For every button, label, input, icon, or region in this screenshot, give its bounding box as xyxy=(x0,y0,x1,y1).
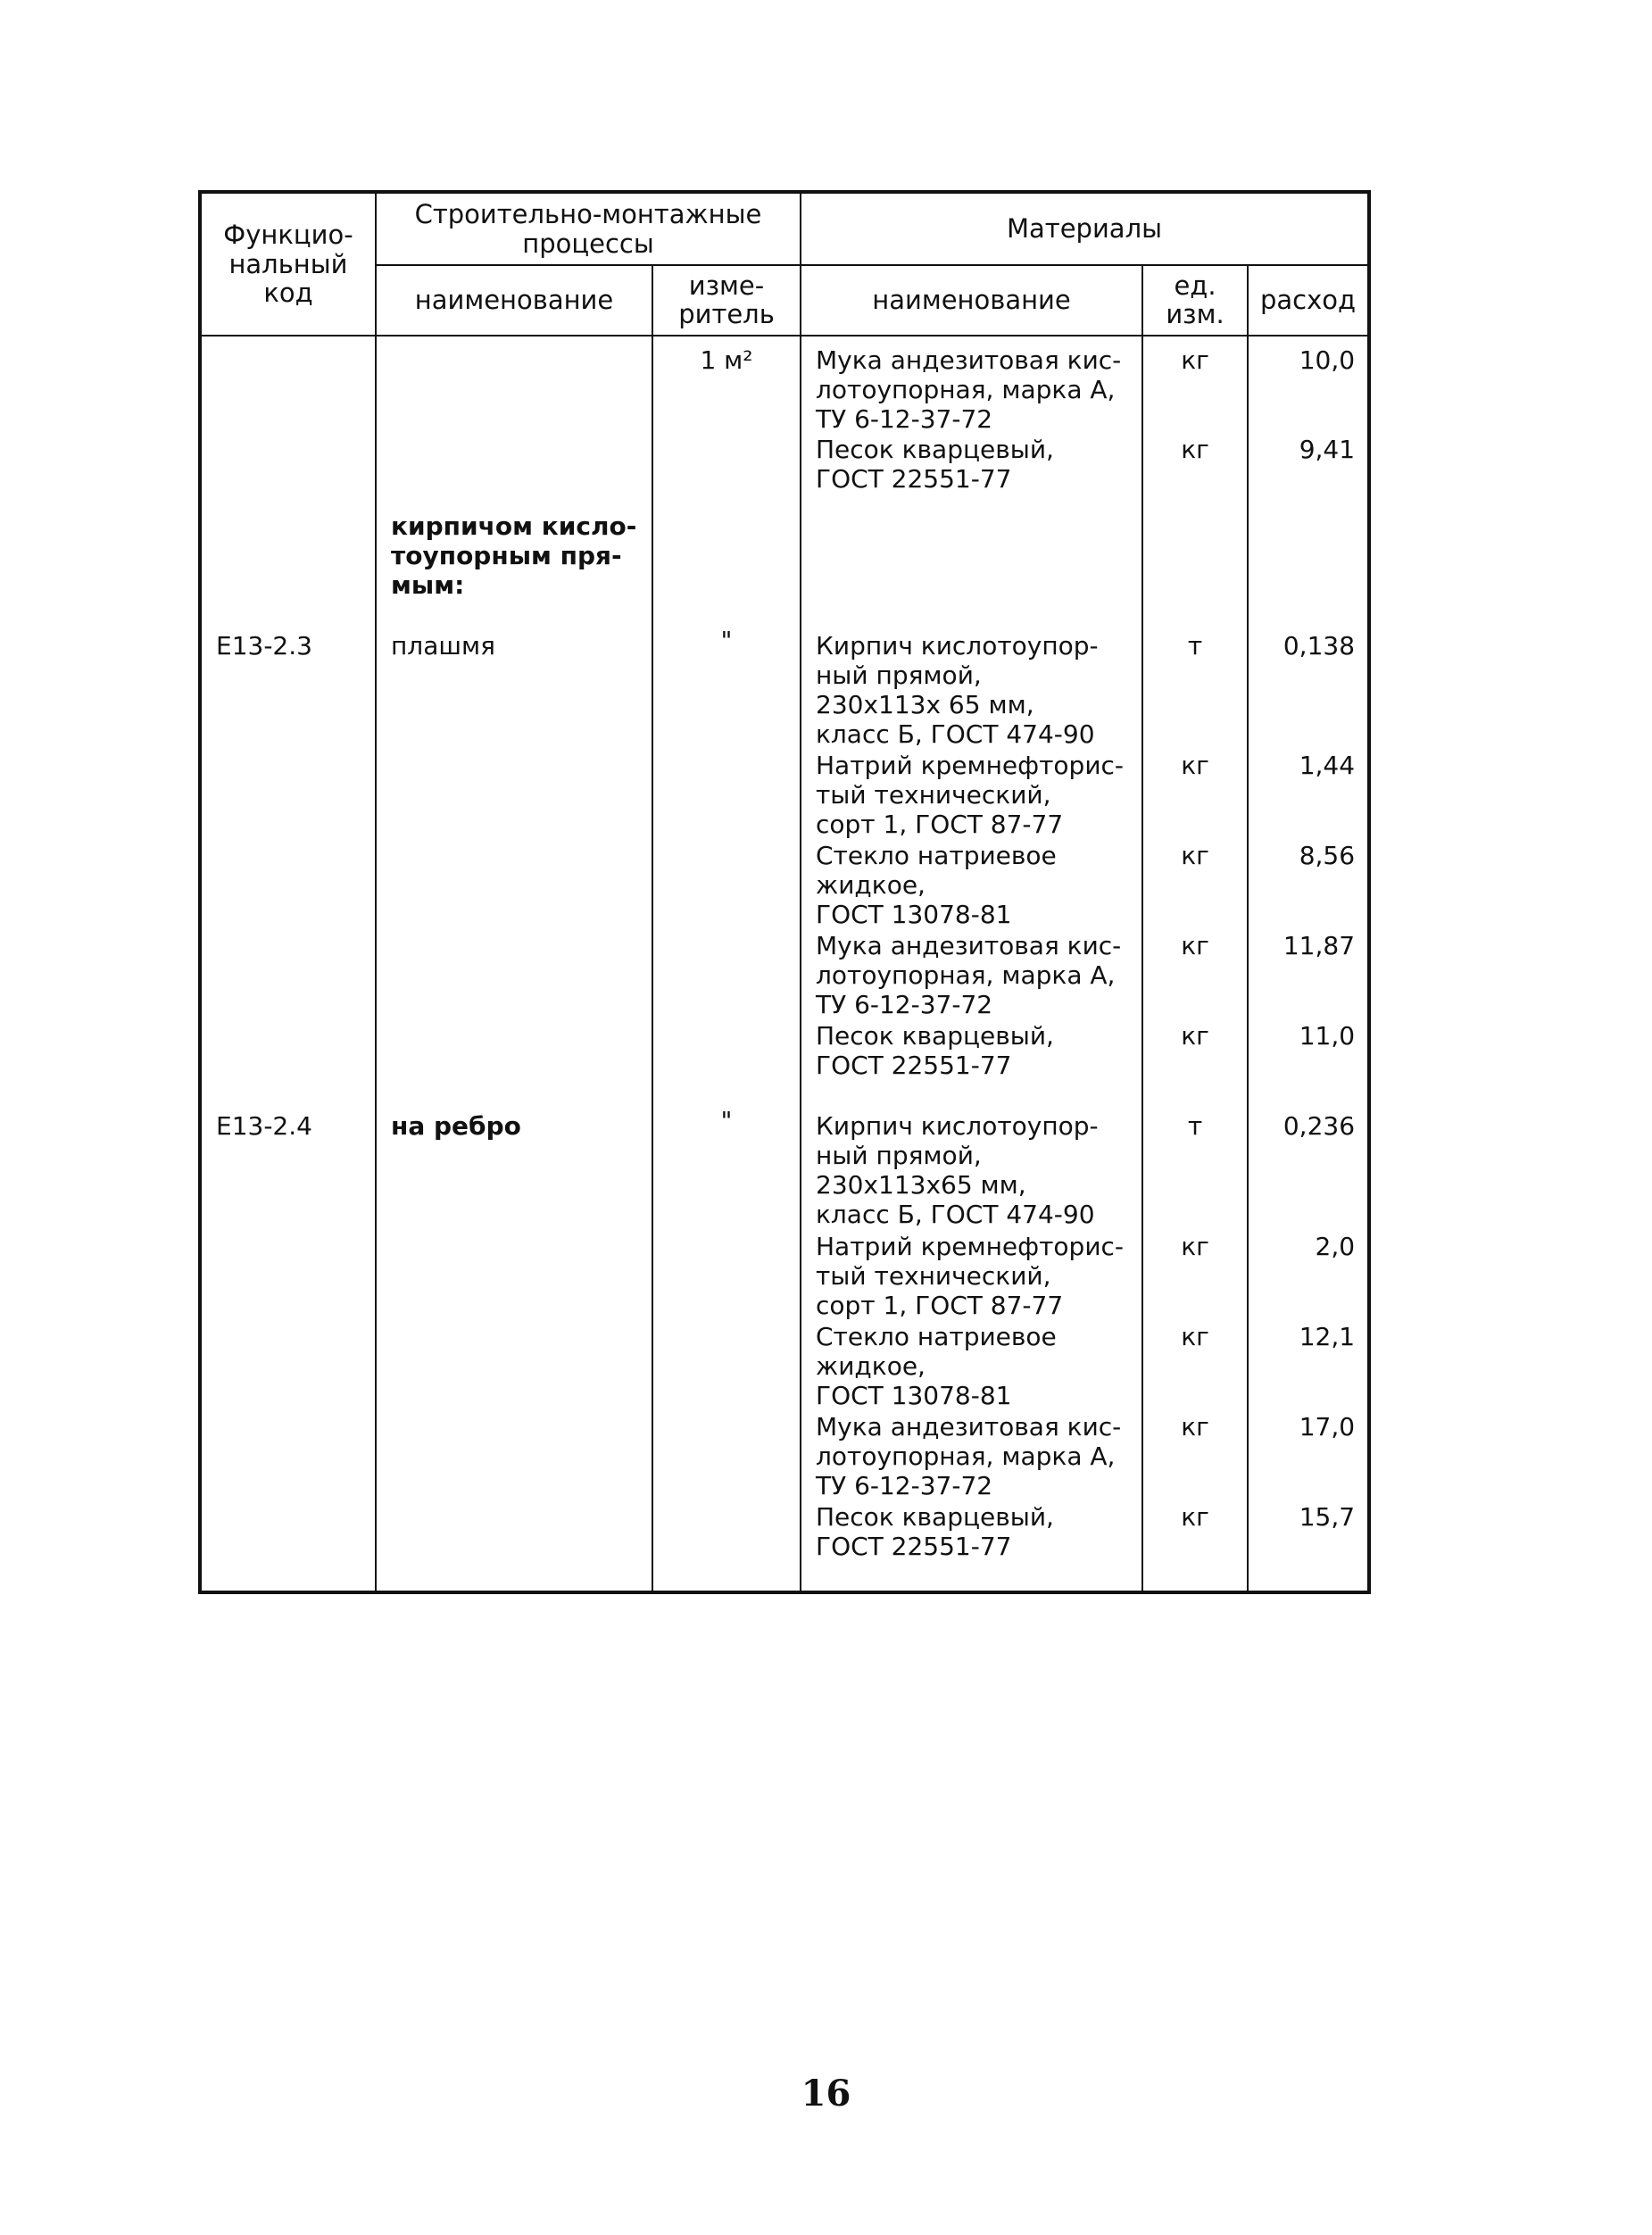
code-e13-2-4: Е13-2.4 xyxy=(216,1110,312,1141)
material-name: Песок кварцевый, ГОСТ 22551-77 xyxy=(816,1501,1054,1561)
material-rate: 0,138 xyxy=(1283,630,1356,661)
material-unit: кг xyxy=(1181,1020,1209,1051)
process-name-edge: на ребро xyxy=(391,1110,521,1141)
header-material-name: наименование xyxy=(801,265,1142,336)
material-name: Мука андезитовая кис- лотоупорная, марка А, ТУ 6-12-37-72 xyxy=(816,345,1122,434)
header-materials: Материалы xyxy=(801,192,1369,265)
material-name: Стекло натриевое жидкое, ГОСТ 13078-81 xyxy=(816,840,1057,929)
header-process-name: наименование xyxy=(376,265,652,336)
material-name: Мука андезитовая кис- лотоупорная, марка А, ТУ 6-12-37-72 xyxy=(816,930,1122,1019)
material-rate: 12,1 xyxy=(1299,1321,1356,1351)
material-name: Мука андезитовая кис- лотоупорная, марка А, ТУ 6-12-37-72 xyxy=(816,1411,1122,1500)
code-e13-2-3: Е13-2.3 xyxy=(216,630,312,661)
header-material-rate: расход xyxy=(1248,265,1369,336)
header-process-meter: изме- ритель xyxy=(652,265,801,336)
column-meters xyxy=(652,336,801,1592)
material-name: Песок кварцевый, ГОСТ 22551-77 xyxy=(816,434,1054,494)
column-process-names xyxy=(376,336,652,1592)
material-unit: кг xyxy=(1181,1231,1209,1261)
process-name-flat: плашмя xyxy=(391,630,495,661)
material-rate: 17,0 xyxy=(1299,1411,1356,1442)
material-rate: 10,0 xyxy=(1299,345,1356,375)
material-name: Натрий кремнефторис- тый технический, сорт 1, ГОСТ 87-77 xyxy=(816,1231,1125,1320)
column-codes xyxy=(200,336,376,1592)
materials-norms-table xyxy=(198,190,1371,1594)
material-rate: 11,0 xyxy=(1299,1020,1356,1051)
material-unit: т xyxy=(1187,630,1203,661)
process-subheading: кирпичом кисло- тоупорным пря- мым: xyxy=(391,511,637,600)
column-material-names xyxy=(801,336,1142,1592)
material-rate: 15,7 xyxy=(1299,1501,1356,1532)
material-unit: кг xyxy=(1181,345,1209,375)
meter-first: 1 м² xyxy=(700,345,753,375)
header-functional-code: Функцио- нальный код xyxy=(200,192,376,336)
material-unit: т xyxy=(1187,1110,1203,1141)
material-rate: 9,41 xyxy=(1299,434,1356,464)
material-unit: кг xyxy=(1181,1501,1209,1532)
header-processes: Строительно-монтажные процессы xyxy=(376,192,801,265)
material-name: Натрий кремнефторис- тый технический, сорт 1, ГОСТ 87-77 xyxy=(816,750,1125,839)
material-rate: 8,56 xyxy=(1299,840,1356,870)
material-name: Кирпич кислотоупор- ный прямой, 230х113х 65 мм, класс Б, ГОСТ 474-90 xyxy=(816,630,1099,749)
header-material-unit: ед. изм. xyxy=(1142,265,1248,336)
page-number: 16 xyxy=(801,2073,851,2115)
column-rates xyxy=(1248,336,1369,1592)
material-unit: кг xyxy=(1181,434,1209,464)
material-name: Кирпич кислотоупор- ный прямой, 230х113х65 мм, класс Б, ГОСТ 474-90 xyxy=(816,1110,1099,1229)
material-name: Стекло натриевое жидкое, ГОСТ 13078-81 xyxy=(816,1321,1057,1410)
material-rate: 1,44 xyxy=(1299,750,1356,780)
material-unit: кг xyxy=(1181,840,1209,870)
material-unit: кг xyxy=(1181,1411,1209,1442)
material-unit: кг xyxy=(1181,930,1209,960)
material-unit: кг xyxy=(1181,1321,1209,1351)
column-units xyxy=(1142,336,1248,1592)
material-rate: 11,87 xyxy=(1283,930,1356,960)
material-unit: кг xyxy=(1181,750,1209,780)
meter-ditto-1: " xyxy=(720,625,733,655)
material-name: Песок кварцевый, ГОСТ 22551-77 xyxy=(816,1020,1054,1080)
material-rate: 2,0 xyxy=(1315,1231,1356,1261)
material-rate: 0,236 xyxy=(1283,1110,1356,1141)
meter-ditto-2: " xyxy=(720,1105,733,1135)
